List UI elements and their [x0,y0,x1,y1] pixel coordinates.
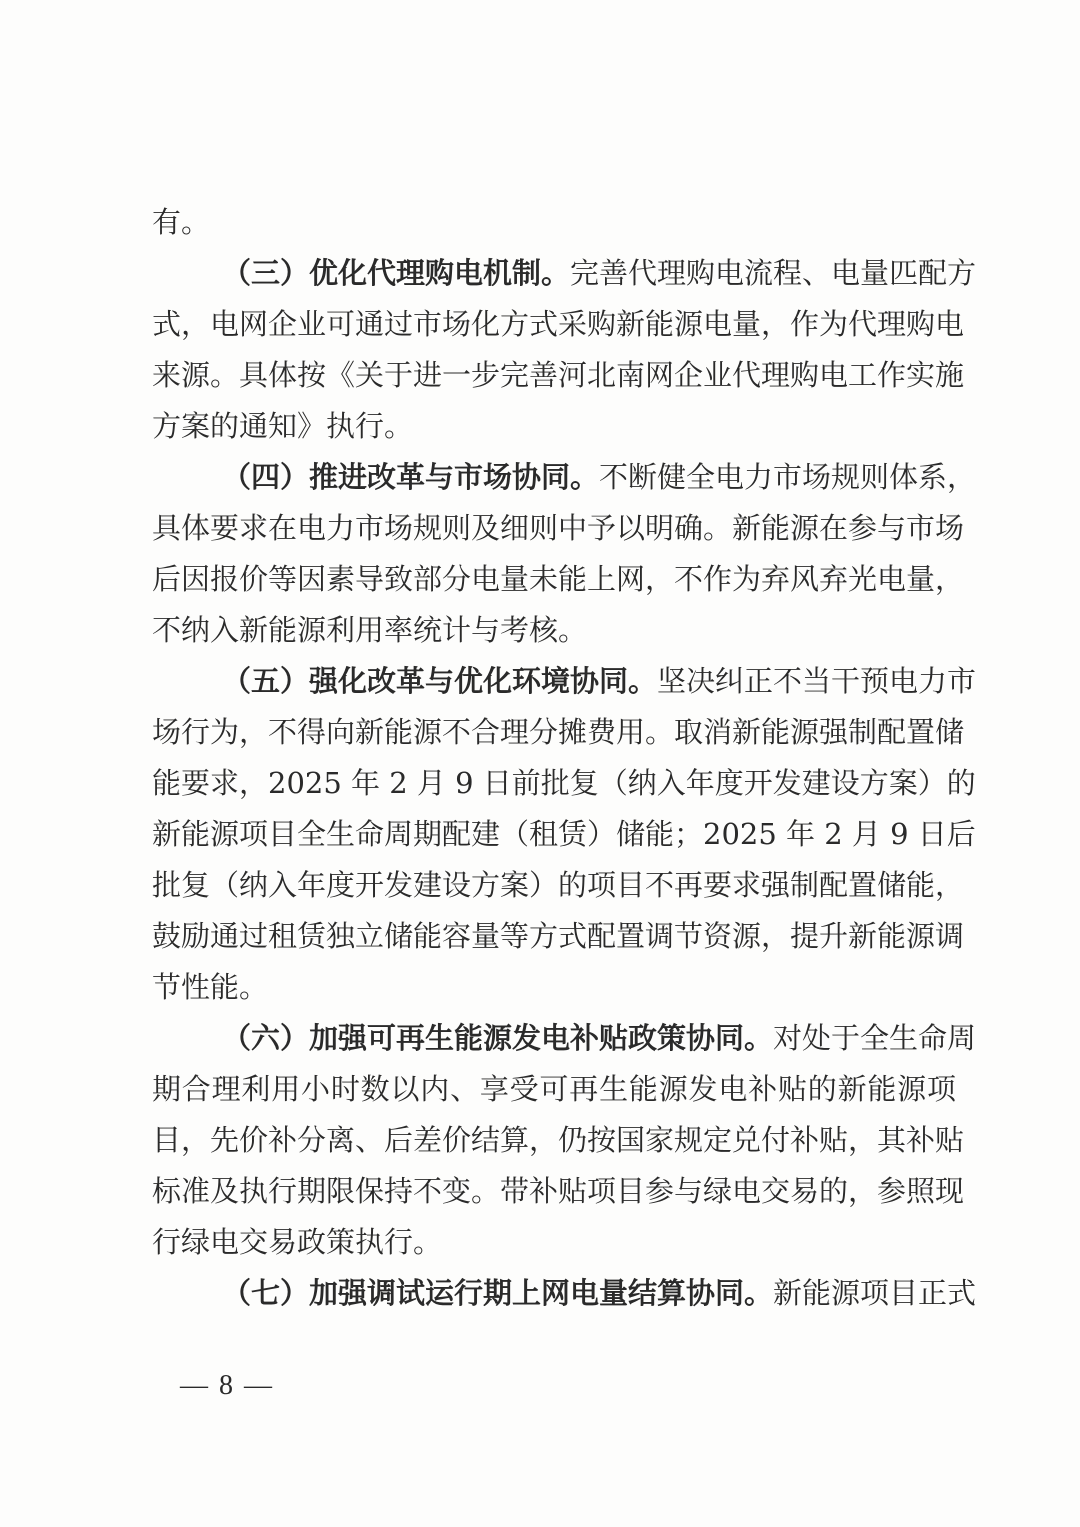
page-number: — 8 — [180,1370,274,1401]
line-text: 坚决纠正不当干预电力市 [657,664,977,698]
text-line [152,1013,977,1064]
section-heading: （六）加强可再生能源发电补贴政策协同。 [222,1021,774,1055]
line-text: 方案的通知》执行。 [152,409,414,443]
section-heading: （五）强化改革与优化环境协同。 [222,664,658,698]
text-line [152,758,976,809]
line-text: 新能源项目全生命周期配建（租赁）储能；2025 年 2 月 9 日后 [152,817,976,851]
text-line [152,401,956,452]
line-text: 不断健全电力市场规则体系， [599,460,977,494]
text-line [152,860,965,911]
text-line [152,503,965,554]
text-line [152,452,977,503]
line-text: 场行为，不得向新能源不合理分摊费用。取消新能源强制配置储 [152,715,965,749]
text-line [152,197,956,248]
line-text: 式，电网企业可通过市场化方式采购新能源电量，作为代理购电 [152,307,965,341]
section-heading: （四）推进改革与市场协同。 [222,460,600,494]
line-text: 标准及执行期限保持不变。带补贴项目参与绿电交易的，参照现 [152,1174,965,1208]
text-line [152,1166,965,1217]
text-line [152,656,977,707]
text-line [152,707,965,758]
line-text: 不纳入新能源利用率统计与考核。 [152,613,588,647]
line-text: 来源。具体按《关于进一步完善河北南网企业代理购电工作实施 [152,358,965,392]
text-line [152,299,965,350]
line-text: 能要求，2025 年 2 月 9 日前批复（纳入年度开发建设方案）的 [152,766,976,800]
line-text: 有。 [152,205,211,239]
line-text: 后因报价等因素导致部分电量未能上网，不作为弃风弃光电量， [152,562,965,596]
line-text: 期合理利用小时数以内、享受可再生能源发电补贴的新能源项 [152,1072,956,1106]
text-line [152,911,965,962]
text-line [152,962,956,1013]
line-text: 行绿电交易政策执行。 [152,1225,443,1259]
text-line [152,809,976,860]
text-line [152,1115,965,1166]
section-heading: （七）加强调试运行期上网电量结算协同。 [222,1276,774,1310]
line-text: 鼓励通过租赁独立储能容量等方式配置调节资源，提升新能源调 [152,919,965,953]
body-text [152,197,977,1319]
line-text: 完善代理购电流程、电量匹配方 [570,256,977,290]
line-text: 具体要求在电力市场规则及细则中予以明确。新能源在参与市场 [152,511,965,545]
text-line [152,350,965,401]
section-heading: （三）优化代理购电机制。 [222,256,571,290]
line-text: 目，先价补分离、后差价结算，仍按国家规定兑付补贴，其补贴 [152,1123,965,1157]
line-text: 新能源项目正式 [773,1276,977,1310]
line-text: 批复（纳入年度开发建设方案）的项目不再要求强制配置储能， [152,868,965,902]
text-line [152,248,977,299]
text-line [152,1064,956,1115]
text-line [152,554,965,605]
text-line [152,1268,977,1319]
text-line [152,1217,956,1268]
line-text: 对处于全生命周 [773,1021,977,1055]
line-text: 节性能。 [152,970,269,1004]
text-line [152,605,956,656]
